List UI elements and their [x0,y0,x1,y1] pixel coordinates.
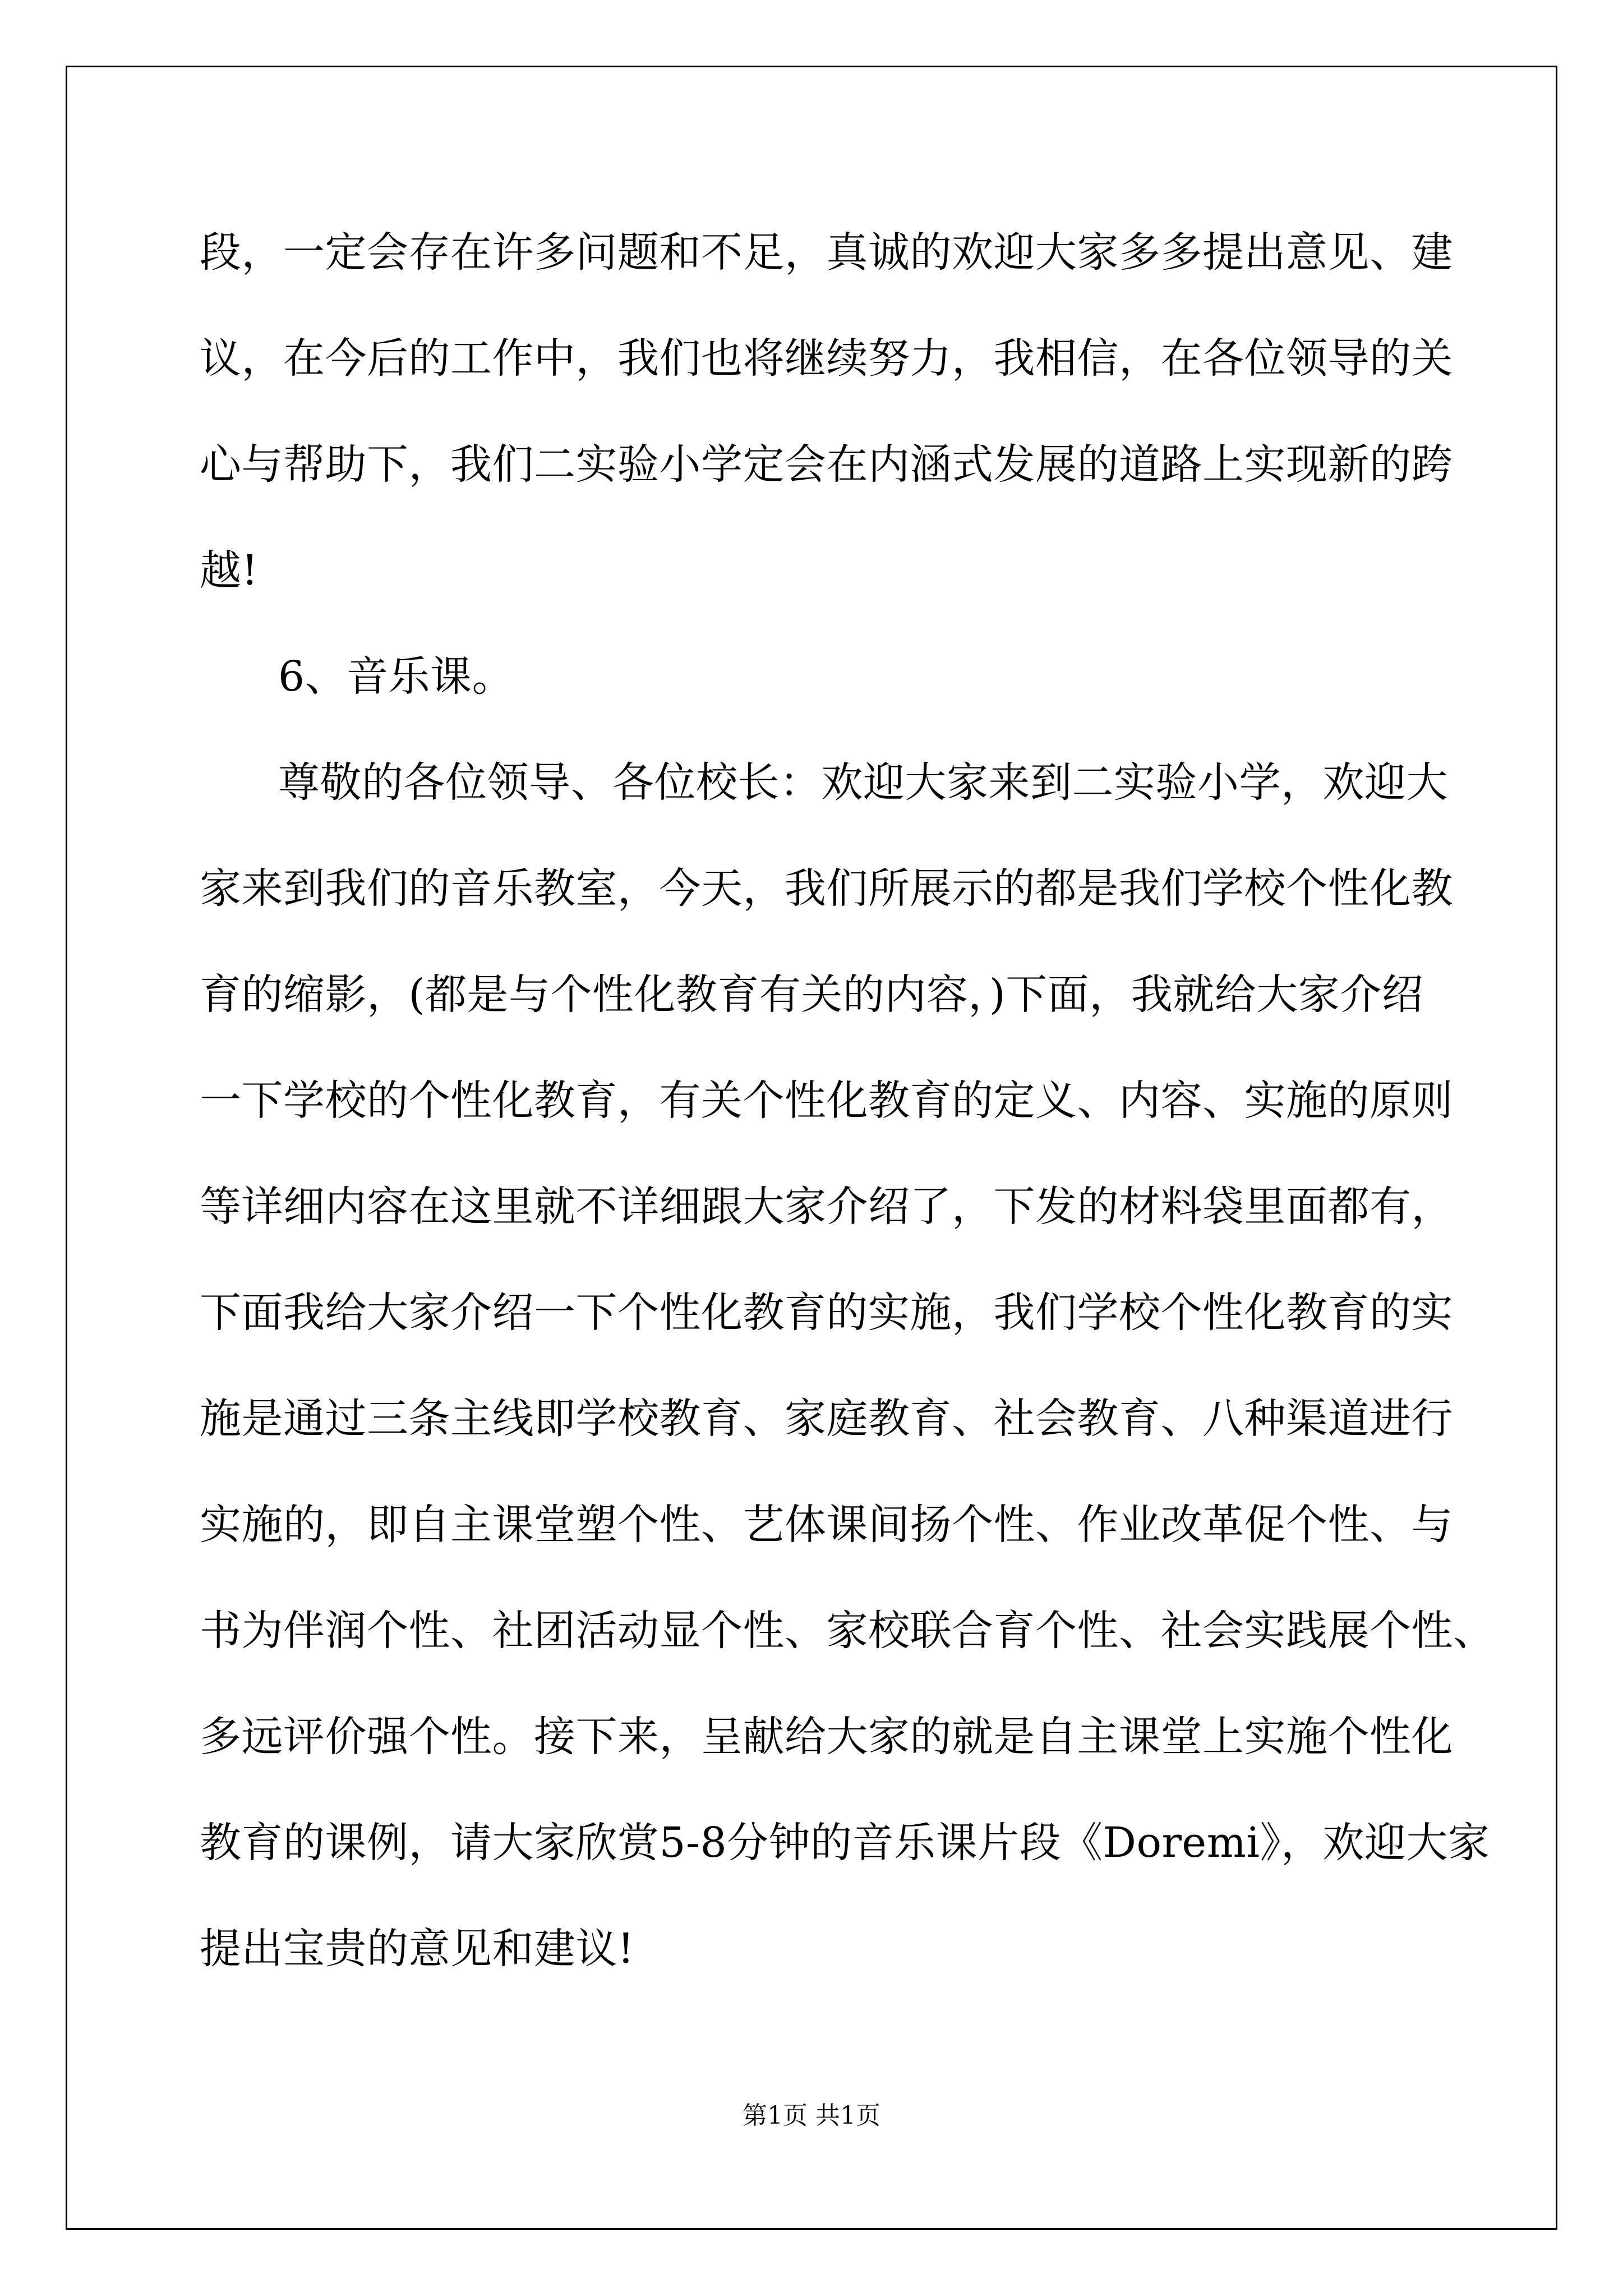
text-line: 一下学校的个性化教育，有关个性化教育的定义、内容、实施的原则 [200,1076,1453,1125]
document-body [200,200,1495,2002]
text-line: 多远评价强个性。接下来，呈献给大家的就是自主课堂上实施个性化 [200,1713,1453,1761]
text-line: 尊敬的各位领导、各位校长：欢迎大家来到二实验小学，欢迎大 [278,758,1448,807]
text-line: 施是通过三条主线即学校教育、家庭教育、社会教育、八种渠道进行 [200,1395,1453,1443]
text-line: 越! [200,546,259,595]
text-line: 书为伴润个性、社团活动显个性、家校联合育个性、社会实践展个性、 [200,1607,1495,1655]
text-line: 提出宝贵的意见和建议! [200,1925,635,1973]
text-line: 育的缩影，(都是与个性化教育有关的内容，)下面，我就给大家介绍 [200,970,1424,1019]
text-line: 心与帮助下，我们二实验小学定会在内涵式发展的道路上实现新的跨 [200,440,1453,489]
text-line: 家来到我们的音乐教室，今天，我们所展示的都是我们学校个性化教 [200,864,1453,913]
text-line: 实施的，即自主课堂塑个性、艺体课间扬个性、作业改革促个性、与 [200,1501,1453,1549]
page-footer: 第1页 共1页 [743,2101,880,2130]
text-line: 段，一定会存在许多问题和不足，真诚的欢迎大家多多提出意见、建 [200,228,1453,277]
text-line: 教育的课例，请大家欣赏5-8分钟的音乐课片段《Doremi》，欢迎大家 [200,1819,1490,1867]
text-line: 等详细内容在这里就不详细跟大家介绍了，下发的材料袋里面都有， [200,1182,1453,1231]
text-line: 6、音乐课。 [278,652,514,701]
text-line: 下面我给大家介绍一下个性化教育的实施，我们学校个性化教育的实 [200,1289,1453,1337]
text-line: 议，在今后的工作中，我们也将继续努力，我相信，在各位领导的关 [200,334,1453,383]
